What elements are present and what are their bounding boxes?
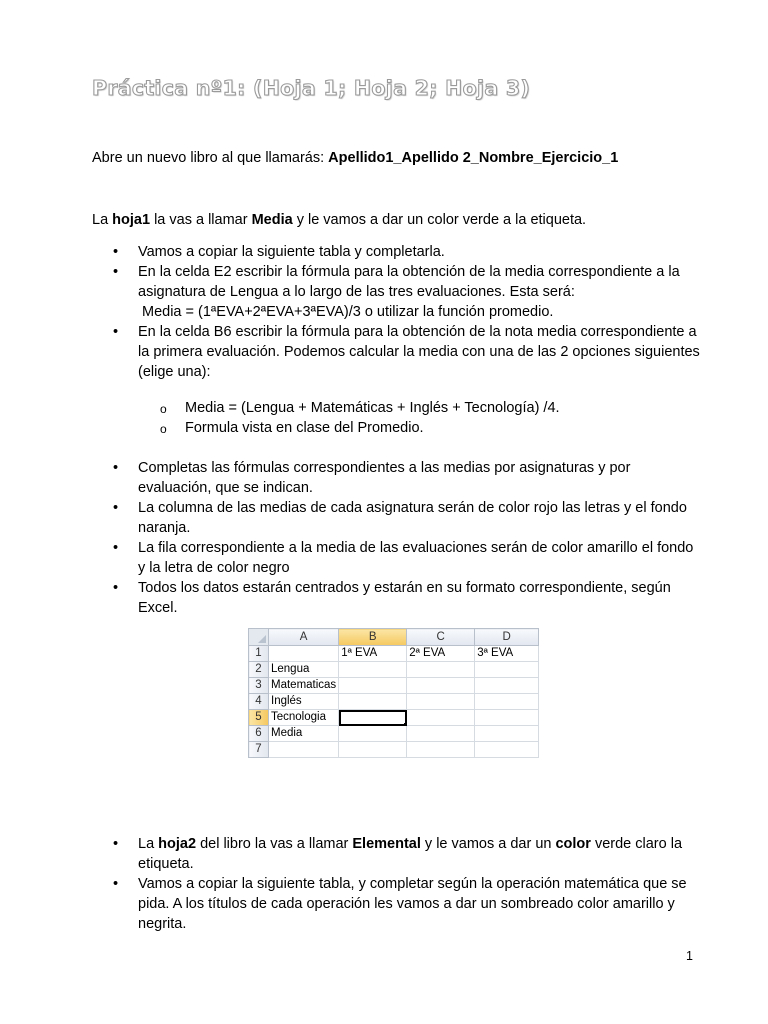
hoja1-paragraph bbox=[92, 210, 586, 230]
sheet-row bbox=[249, 678, 539, 694]
cell bbox=[475, 694, 539, 710]
hoja1-bold-1: hoja1 bbox=[112, 212, 151, 228]
list-item: • Vamos a copiar la siguiente tabla, y completar según la operación matemática que se pida. A los títulos de cada operación les vamos a dar un sombreado color amarillo y negrita. bbox=[92, 874, 702, 934]
cell bbox=[475, 742, 539, 758]
list-item: • Todos los datos estarán centrados y estarán en su formato correspondiente, según Excel. bbox=[92, 578, 702, 618]
hoja2-bold-1: hoja2 bbox=[158, 836, 197, 852]
hoja2-bold-2: Elemental bbox=[352, 836, 421, 852]
list-item-text: Media = (1ªEVA+2ªEVA+3ªEVA)/3 o utilizar la función promedio. bbox=[142, 304, 554, 320]
cell: Tecnologia bbox=[269, 710, 339, 726]
hoja2-text-3: y le vamos a dar un bbox=[420, 836, 556, 852]
cell: 1ª EVA bbox=[339, 646, 407, 662]
row-header: 2 bbox=[249, 662, 269, 678]
hoja2-text-2: del libro la vas a llamar bbox=[196, 836, 353, 852]
sheet-row bbox=[249, 710, 539, 726]
list-item bbox=[92, 322, 702, 382]
cell bbox=[475, 662, 539, 678]
options-list bbox=[159, 398, 560, 438]
cell bbox=[339, 742, 407, 758]
column-header: C bbox=[407, 629, 475, 646]
cell bbox=[339, 694, 407, 710]
spreadsheet-image bbox=[248, 628, 539, 758]
sheet-row bbox=[249, 662, 539, 678]
column-header: D bbox=[475, 629, 539, 646]
list-item bbox=[92, 834, 702, 874]
bullet-list-3 bbox=[92, 834, 702, 934]
sheet-row bbox=[249, 742, 539, 758]
cell bbox=[475, 678, 539, 694]
list-item bbox=[92, 262, 702, 322]
intro-paragraph bbox=[92, 148, 618, 168]
hoja1-text-1: La bbox=[92, 212, 113, 228]
cell: 2ª EVA bbox=[407, 646, 475, 662]
bullet-list-2 bbox=[92, 458, 702, 618]
cell bbox=[407, 742, 475, 758]
option-item: o Media = (Lengua + Matemáticas + Inglés + Tecnología) /4. bbox=[159, 398, 560, 418]
cell: Lengua bbox=[269, 662, 339, 678]
select-all-corner bbox=[249, 629, 269, 646]
hoja2-text-4: verde claro la etiqueta. bbox=[138, 836, 683, 872]
cell bbox=[475, 726, 539, 742]
hoja1-text-2: la vas a llamar bbox=[150, 212, 252, 228]
intro-text: Abre un nuevo libro al que llamarás: bbox=[92, 150, 329, 166]
cell bbox=[407, 678, 475, 694]
cell bbox=[339, 678, 407, 694]
hoja1-bold-2: Media bbox=[251, 212, 293, 228]
page-number: 1 bbox=[686, 949, 693, 963]
row-header: 7 bbox=[249, 742, 269, 758]
list-item: • La columna de las medias de cada asignatura serán de color rojo las letras y el fondo naranja. bbox=[92, 498, 702, 538]
filename: Apellido1_Apellido 2_Nombre_Ejercicio_1 bbox=[328, 150, 619, 166]
cell bbox=[339, 726, 407, 742]
list-item: • Completas las fórmulas correspondientes a las medias por asignaturas y por evaluación, que se indican. bbox=[92, 458, 702, 498]
row-header: 3 bbox=[249, 678, 269, 694]
cell: Matematicas bbox=[269, 678, 339, 694]
hoja2-text-1: La bbox=[138, 836, 159, 852]
column-header: A bbox=[269, 629, 339, 646]
active-cell bbox=[339, 710, 407, 726]
cell bbox=[339, 662, 407, 678]
cell bbox=[269, 742, 339, 758]
list-item-text: Vamos a copiar la siguiente tabla y completarla. bbox=[138, 244, 445, 260]
row-header: 4 bbox=[249, 694, 269, 710]
cell bbox=[475, 710, 539, 726]
row-header: 1 bbox=[249, 646, 269, 662]
cell bbox=[407, 726, 475, 742]
bullet-list-1 bbox=[92, 242, 702, 382]
cell: 3ª EVA bbox=[475, 646, 539, 662]
cell bbox=[269, 646, 339, 662]
cell: Inglés bbox=[269, 694, 339, 710]
sheet-row bbox=[249, 646, 539, 662]
cell bbox=[407, 694, 475, 710]
cell bbox=[407, 710, 475, 726]
hoja2-bold-3: color bbox=[555, 836, 591, 852]
cell bbox=[407, 662, 475, 678]
column-header-row bbox=[249, 629, 539, 646]
sheet-row bbox=[249, 726, 539, 742]
sheet-row bbox=[249, 694, 539, 710]
list-item bbox=[92, 242, 702, 262]
list-item-text: En la celda B6 escribir la fórmula para la obtención de la nota media correspondiente a la primera evaluación. Podemos calcular la media con una de las 2 opciones siguientes (elige una): bbox=[138, 324, 700, 380]
row-header: 5 bbox=[249, 710, 269, 726]
list-item: • La fila correspondiente a la media de las evaluaciones serán de color amarillo el fondo y la letra de color negro bbox=[92, 538, 702, 578]
column-header: B bbox=[339, 629, 407, 646]
page-title: Práctica nº1: (Hoja 1; Hoja 2; Hoja 3) bbox=[92, 76, 531, 100]
list-item-text: En la celda E2 escribir la fórmula para la obtención de la media correspondiente a la asignatura de Lengua a lo largo de las tres evaluaciones. Esta será: bbox=[138, 264, 680, 300]
option-item: o Formula vista en clase del Promedio. bbox=[159, 418, 560, 438]
hoja1-text-3: y le vamos a dar un color verde a la etiqueta. bbox=[292, 212, 587, 228]
cell: Media bbox=[269, 726, 339, 742]
row-header: 6 bbox=[249, 726, 269, 742]
